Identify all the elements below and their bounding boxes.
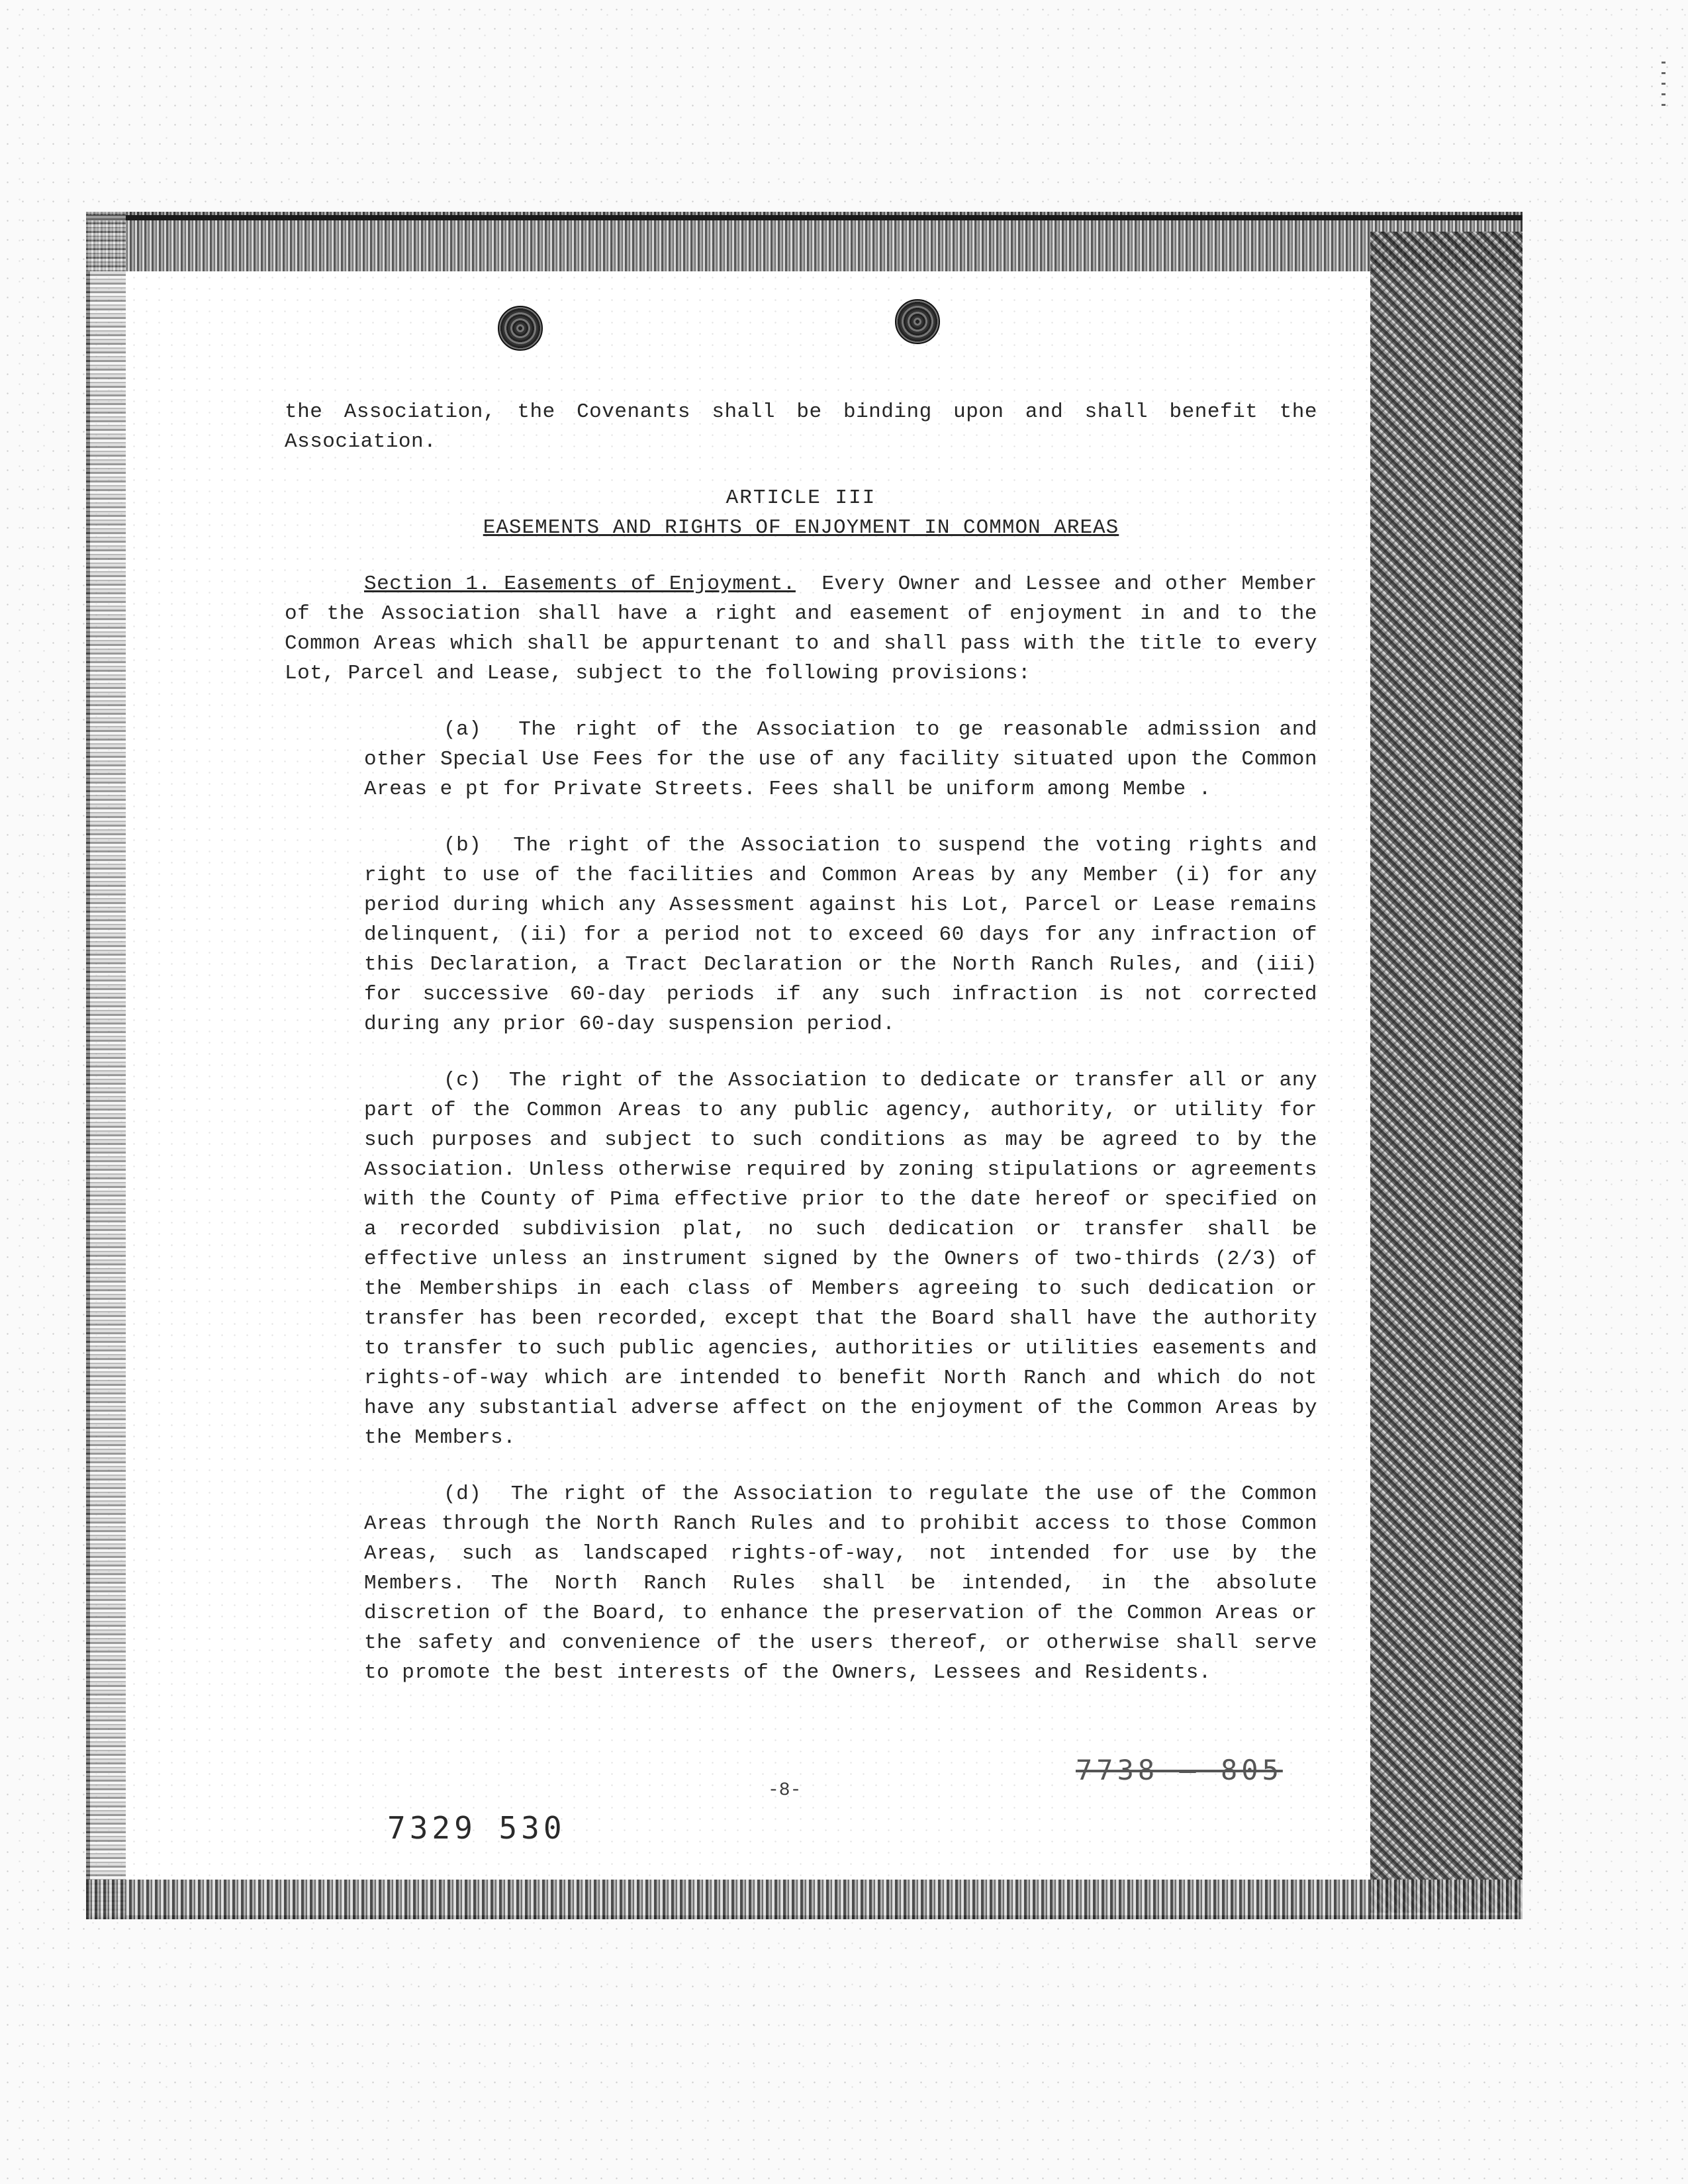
provision-b-label: (b) bbox=[444, 834, 482, 857]
provision-d bbox=[364, 1479, 1317, 1688]
provision-b bbox=[364, 831, 1317, 1039]
document-body bbox=[285, 397, 1317, 1714]
page-number: -8- bbox=[768, 1780, 802, 1801]
recording-stamp-right-text: 7738 — 805 bbox=[1076, 1754, 1283, 1786]
provision-a-label: (a) bbox=[444, 718, 482, 741]
section-1-paragraph bbox=[285, 569, 1317, 688]
provision-c-text: The right of the Association to dedicate or transfer all or any part of the Common Areas to any public agency, authority, or utility for such purposes and subject to such conditions as may be agreed to by the Association. Unless otherwise required by zoning stipulations or agreements with the County of Pima effective prior to the date hereof or specified on a recorded subdivision plat, no such dedication or transfer shall be effective unless an instrument signed by the Owners of two-thirds (2/3) of the Memberships in each class of Members agreeing to such dedication or transfer has been recorded, except that the Board shall have the authority to transfer to such public agencies, authorities or utilities easements and rights-of-way which are intended to benefit North Ranch and which do not have any substantial adverse affect on the enjoyment of the Common Areas by the Members. bbox=[364, 1069, 1317, 1449]
photocopy-top-line bbox=[86, 215, 1523, 220]
section-1-label: Section 1. Easements of Enjoyment. bbox=[364, 572, 796, 596]
provision-b-text: The right of the Association to suspend the voting rights and right to use of the facilities and Common Areas by any Member (i) for any period during which any Assessment against his Lot, Parcel or Lease remains delinquent, (ii) for a period not to exceed 60 days for any infraction of this Declaration, a Tract Declaration or the North Ranch Rules, and (iii) for successive 60-day periods if any such infraction is not corrected during any prior 60-day suspension period. bbox=[364, 834, 1317, 1036]
photocopy-left-border bbox=[86, 212, 126, 1919]
provision-d-text: The right of the Association to regulate the use of the Common Areas through the North Ranch Rules and to prohibit access to those Common Areas, such as landscaped rights-of-way, not intended for use by the Members. The North Ranch Rules shall be intended, in the absolute discretion of the Board, to enhance the preservation of the Common Areas or the safety and convenience of the users thereof, or otherwise shall serve to promote the best interests of the Owners, Lessees and Residents. bbox=[364, 1482, 1317, 1684]
provision-a-text: The right of the Association to ge reasonable admission and other Special Use Fees for the use of any facility situated upon the Common Areas e pt for Private Streets. Fees shall be uniform among Membe . bbox=[364, 718, 1317, 801]
binder-hole-right bbox=[895, 299, 940, 344]
section-1-text: Every Owner and Lessee and other Member of the Association shall have a right and easement of enjoyment in and to the Common Areas which shall be appurtenant to and shall pass with the title to every Lot, Parcel and Lease, subject to the following provisions: bbox=[285, 572, 1317, 685]
provision-d-label: (d) bbox=[444, 1482, 482, 1506]
margin-tick-marks bbox=[1662, 53, 1665, 106]
recording-stamp-right bbox=[1076, 1754, 1283, 1786]
article-title: EASEMENTS AND RIGHTS OF ENJOYMENT IN COMMON AREAS bbox=[483, 516, 1119, 539]
intro-paragraph: the Association, the Covenants shall be binding upon and shall benefit the Association. bbox=[285, 400, 1317, 453]
photocopy-top-border bbox=[86, 212, 1523, 271]
provision-c bbox=[364, 1066, 1317, 1453]
article-number: ARTICLE III bbox=[726, 486, 876, 510]
recording-stamp-left: 7329 530 bbox=[387, 1810, 566, 1846]
photocopy-right-border bbox=[1370, 232, 1523, 1913]
binder-hole-left bbox=[498, 306, 543, 351]
photocopy-bottom-border bbox=[86, 1880, 1523, 1919]
provision-a bbox=[364, 715, 1317, 804]
provision-c-label: (c) bbox=[444, 1069, 482, 1092]
